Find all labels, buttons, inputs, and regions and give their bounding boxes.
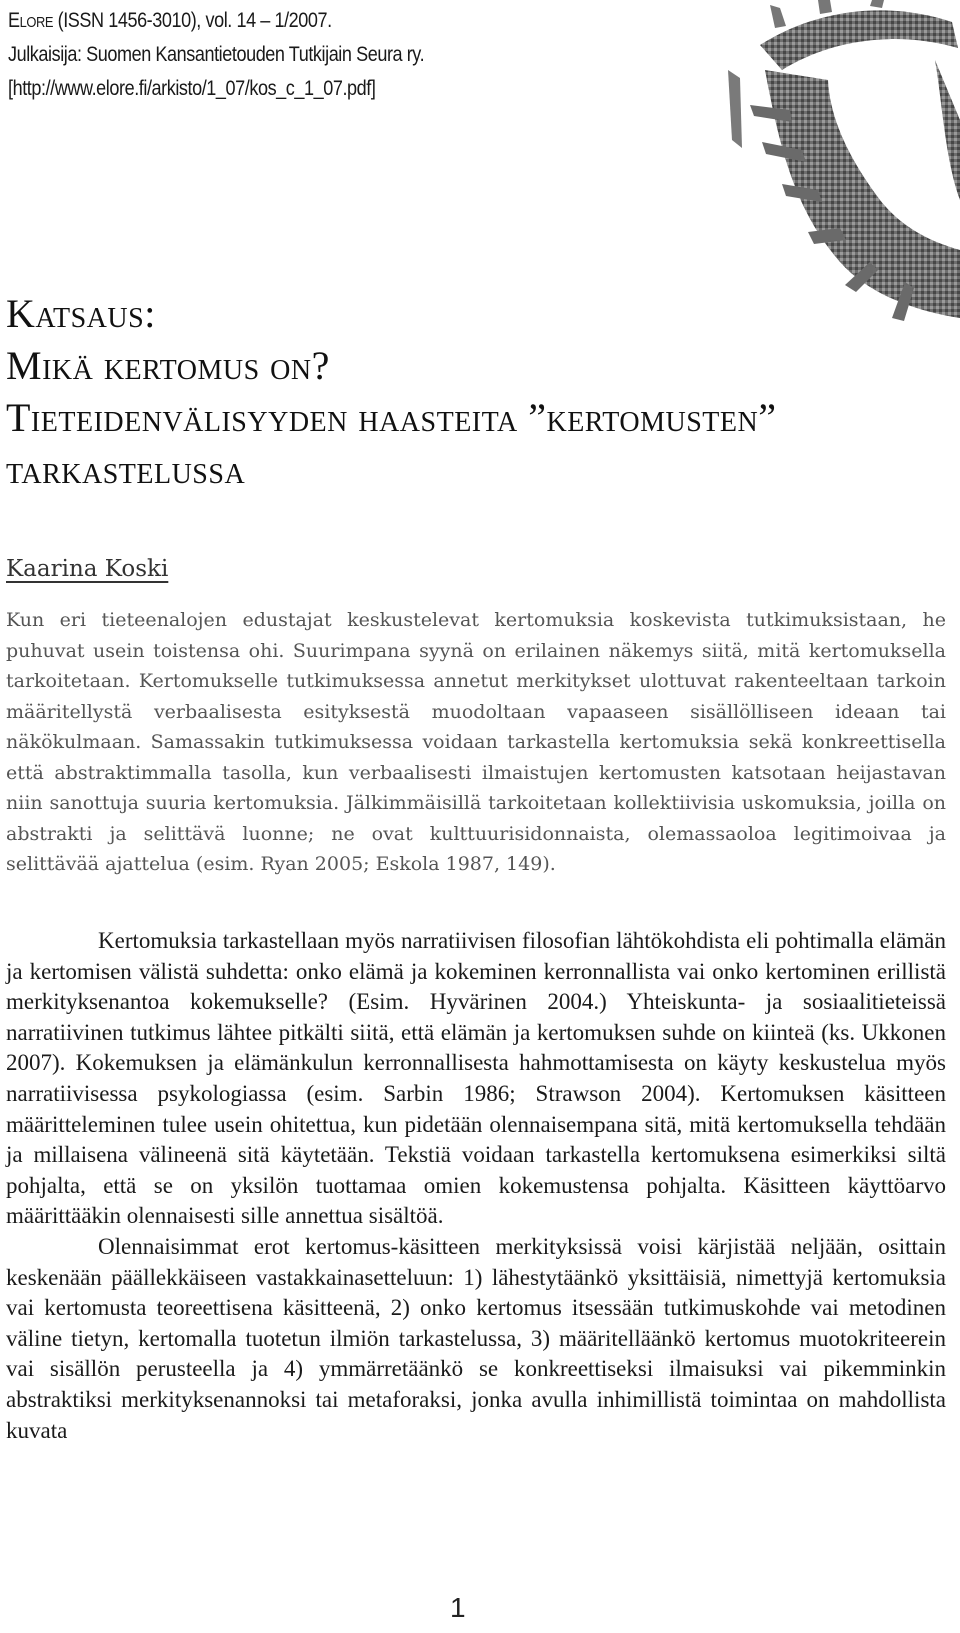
body-paragraph-2: Olennaisimmat erot kertomus-käsitteen merkityksissä voisi kärjistää neljään, osittain keskenään päällekkäiseen vastakkainasetteluun: 1) lähestytäänkö yksittäisiä, nimettyjä kertomuksia vai kertomusta teoreettisena käsitteenä, 2) onko kertomus itsessään tutkimuskohde vai metodinen väline tietyn, kertomalla tuotetun ilmiön tarkastelussa, 3) määritelläänkö kertomus muotokriteerein vai sisällön perusteella ja 4) ymmärretäänkö se konkreettiseksi ilmaisuksi vai pikemminkin abstraktiksi merkityksenannoksi tai metaforaksi, jonka avulla inhimillistä toimintaa on mahdollista kuvata [6,1233,946,1443]
page-number: 1 [450,1592,466,1623]
author-name: Kaarina Koski [6,556,169,582]
body-paragraph-1: Kertomuksia tarkastellaan myös narratiivisen filosofian lähtökohdista eli pohtimalla elämän ja kertomisen välistä suhdetta: onko elämä ja kokeminen kerronnallista vai onko kertominen erillistä merkityksenantoa kokemukselle? (Esim. Hyvärinen 2004.) Yhteiskunta- ja sosiaalitieteissä narratiivinen tutkimus lähtee pitkälti siitä, että elämän ja kertomuksen suhde on kiinteä (ks. Ukkonen 2007). Kokemuksen ja elämänkulun kerronnallisesta hahmottamisesta on käyty keskustelua myös narratiivisessa psykologiassa (esim. Sarbin 1986; Strawson 2004). Kertomuksen käsitteen määritteleminen tulee usein ohitettua, kun pidetään olennaisempana sitä, mitä kertomuksella tehdään ja millaisena välineenä sitä käytetään. Tekstiä voidaan tarkastella kertomuksena esimerkiksi siltä pohjalta, että se on yksilön tuottamaa omien kokemustensa pohjalta. Käsitteen käyttöarvo määrittääkin olennaisesti sille annettua sisältöä. [6,928,946,1229]
title-line-4: tarkastelussa [6,447,246,492]
body-text [6,926,946,1446]
abstract-text: Kun eri tieteenalojen edustajat keskustelevat kertomuksia koskevista tutkimuksistaan, he puhuvat usein toistensa ohi. Suurimpana syynä on erilainen näkemys siitä, mitä kertomuksella tarkoitetaan. Kertomukselle tutkimuksessa annetut merkitykset ulottuvat rakenteeltaan tarkoin määritellystä verbaalisesta esityksestä muodoltaan vapaaseen sisällölliseen ideaan tai näkökulmaan. Samassakin tutkimuksessa voidaan tarkastella kertomuksia sekä konkreettisella että abstraktimmalla tasolla, kun verbaalisesti ilmaistujen kertomusten katsotaan heijastavan niin sanottuja suuria kertomuksia. Jälkimmäisillä tarkoitetaan kollektiivisia uskomuksia, joilla on abstrakti ja selittävä luonne; ne ovat kulttuurisidonnaista, olemassaoloa legitimoivaa ja selittävää ajattelua (esim. Ryan 2005; Eskola 1987, 149). [6,609,946,875]
journal-header [8,4,424,106]
journal-citation [8,4,424,38]
article-title [6,288,776,496]
abstract [6,605,946,880]
title-line-2: Mikä kertomus on? [6,343,330,388]
title-line-3: Tieteidenvälisyyden haasteita ”kertomusten” [6,395,777,440]
journal-name: Elore [8,9,54,32]
journal-issue: (ISSN 1456-3010), vol. 14 – 1/2007. [53,9,332,32]
elore-logo-ornament [720,0,960,335]
title-line-1: Katsaus: [6,291,156,336]
article-url: [http://www.elore.fi/arkisto/1_07/kos_c_1_07.pdf] [8,77,376,100]
journal-publisher: Julkaisija: Suomen Kansantietouden Tutkijain Seura ry. [8,43,425,66]
